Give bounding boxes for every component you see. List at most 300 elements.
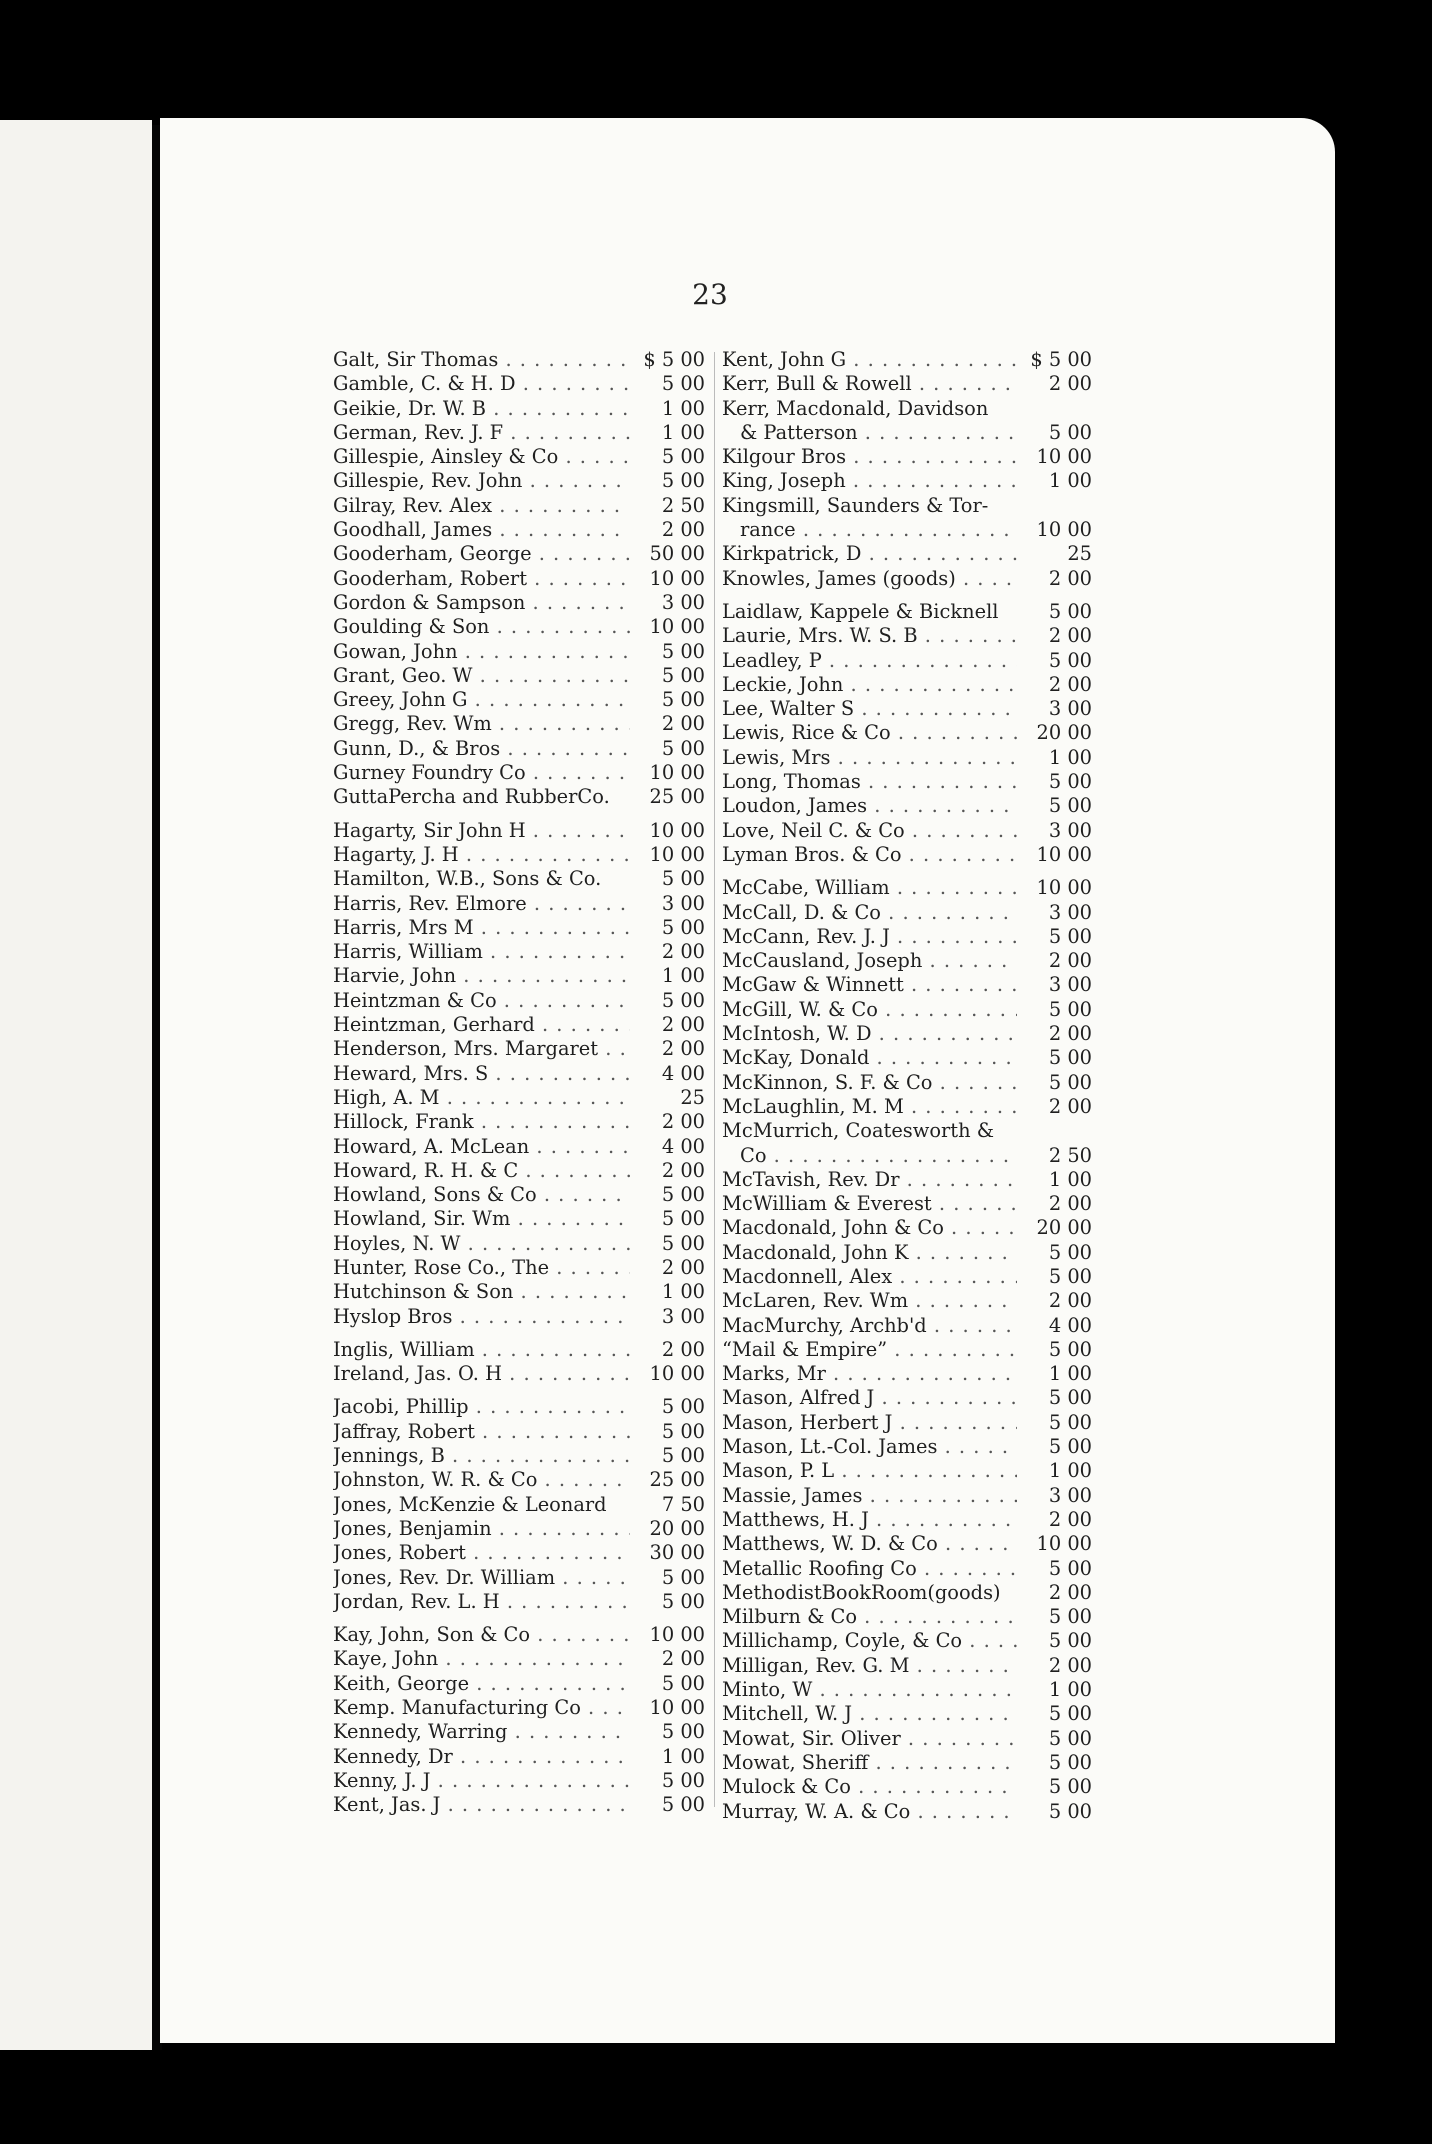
subscriber-entry (722, 372, 1092, 396)
subscription-amount: 1 00 (633, 397, 705, 421)
subscription-amount: 5 00 (633, 372, 705, 396)
subscriber-entry (722, 1459, 1092, 1483)
subscription-amount: 1 00 (1020, 469, 1092, 493)
subscriber-name: “Mail & Empire” . . . (722, 1338, 1017, 1362)
subscription-amount: 5 00 (1020, 1241, 1092, 1265)
subscription-amount: 5 00 (633, 737, 705, 761)
subscriber-entry (722, 697, 1092, 721)
subscription-amount: 5 00 (633, 664, 705, 688)
subscriber-entry (722, 1532, 1092, 1556)
subscriber-name: McLaren, Rev. Wm . . . (722, 1289, 1017, 1313)
subscription-amount: 4 00 (633, 1135, 705, 1159)
subscription-amount: 2 00 (633, 518, 705, 542)
subscriber-name: Galt, Sir Thomas . . . (333, 348, 630, 372)
subscriber-name: Harris, Mrs M . . . (333, 916, 630, 940)
subscription-amount: 1 00 (1020, 1362, 1092, 1386)
subscription-amount: 2 00 (633, 1013, 705, 1037)
subscription-amount: 5 00 (633, 1395, 705, 1419)
subscription-amount: 10 00 (633, 1696, 705, 1720)
subscription-amount: 7 50 (633, 1493, 705, 1517)
subscriber-entry (722, 494, 1092, 518)
subscriber-name: Jacobi, Phillip . . . (333, 1395, 630, 1419)
subscriber-name: Minto, W . . . (722, 1678, 1017, 1702)
subscriber-entry (333, 843, 705, 867)
subscriber-name: Lewis, Rice & Co . . . (722, 721, 1017, 745)
subscriber-name: Harris, William . . . (333, 940, 630, 964)
subscriber-name: Murray, W. A. & Co . . . (722, 1800, 1017, 1824)
subscriber-entry (333, 348, 705, 372)
subscriber-name: Kennedy, Dr . . . (333, 1745, 630, 1769)
subscription-amount: 2 00 (1020, 1289, 1092, 1313)
subscription-amount: 50 00 (633, 542, 705, 566)
subscriber-entry (333, 372, 705, 396)
subscription-amount: 5 00 (633, 916, 705, 940)
subscriber-entry (333, 1541, 705, 1565)
subscriber-name: Hyslop Bros . . . (333, 1305, 630, 1329)
subscriber-entry (722, 397, 1092, 421)
subscription-amount: 5 00 (1020, 1435, 1092, 1459)
subscriber-name: Gooderham, George . . . (333, 542, 630, 566)
subscription-amount: 5 00 (1020, 1411, 1092, 1435)
subscription-amount: 3 00 (633, 591, 705, 615)
subscription-amount: 5 00 (1020, 1605, 1092, 1629)
subscriber-entry (722, 567, 1092, 591)
subscriber-name: Gregg, Rev. Wm . . . (333, 712, 630, 736)
subscriber-name: Mason, Alfred J . . . (722, 1386, 1017, 1410)
subscription-amount: 2 00 (633, 940, 705, 964)
subscription-amount: 1 00 (1020, 1168, 1092, 1192)
subscriber-entry (722, 1289, 1092, 1313)
subscriber-name: Leckie, John . . . (722, 673, 1017, 697)
subscriber-name: Co . . . (722, 1144, 1017, 1168)
subscriber-name: Macdonald, John & Co . . . (722, 1216, 1017, 1240)
subscription-amount: 2 00 (633, 1338, 705, 1362)
subscriber-name: rance . . . (722, 518, 1017, 542)
subscriber-entry (333, 867, 705, 891)
subscriber-name: Ireland, Jas. O. H . . . (333, 1362, 630, 1386)
subscriber-entry (333, 1207, 705, 1231)
subscription-amount: 5 00 (633, 1769, 705, 1793)
subscriber-name: Harris, Rev. Elmore . . . (333, 892, 630, 916)
subscription-amount: 2 00 (1020, 1581, 1092, 1605)
subscriber-name: Matthews, W. D. & Co . . . (722, 1532, 1017, 1556)
subscriber-name: McCabe, William . . . (722, 876, 1017, 900)
subscriber-entry (333, 1037, 705, 1061)
subscriber-name: Jones, Benjamin . . . (333, 1517, 630, 1541)
subscriber-entry (333, 737, 705, 761)
subscriber-entry (333, 1623, 705, 1647)
subscriber-entry (722, 1144, 1092, 1168)
subscription-amount: 2 00 (633, 1037, 705, 1061)
subscription-amount: 10 00 (1020, 518, 1092, 542)
subscription-amount: 5 00 (1020, 770, 1092, 794)
subscriber-name: GuttaPercha and RubberCo. (333, 785, 610, 809)
subscriber-entry (722, 1775, 1092, 1799)
subscriber-entry (722, 1751, 1092, 1775)
subscriber-name: Matthews, H. J . . . (722, 1508, 1017, 1532)
subscriber-name: Kenny, J. J . . . (333, 1769, 630, 1793)
subscriber-entry (333, 1696, 705, 1720)
subscriber-entry (722, 421, 1092, 445)
subscription-amount: 2 00 (1020, 949, 1092, 973)
subscription-amount: 2 00 (1020, 1654, 1092, 1678)
subscriber-entry (722, 1702, 1092, 1726)
subscriber-entry (333, 1493, 705, 1517)
subscription-amount: 10 00 (633, 761, 705, 785)
subscriber-name: Kennedy, Warring . . . (333, 1720, 630, 1744)
subscriber-entry (333, 892, 705, 916)
subscriber-entry (333, 469, 705, 493)
subscriber-name: Gilray, Rev. Alex . . . (333, 494, 630, 518)
subscription-amount: 3 00 (633, 1305, 705, 1329)
subscriber-entry (722, 518, 1092, 542)
subscriber-name: McKinnon, S. F. & Co . . . (722, 1071, 1017, 1095)
subscriber-entry (333, 1420, 705, 1444)
column-divider (714, 352, 715, 1807)
subscriber-entry (722, 1581, 1092, 1605)
subscriber-entry (722, 1508, 1092, 1532)
subscriber-entry (333, 445, 705, 469)
subscriber-entry (722, 1095, 1092, 1119)
subscription-amount: 5 00 (1020, 1386, 1092, 1410)
subscriber-entry (722, 721, 1092, 745)
subscriber-name: Lee, Walter S . . . (722, 697, 1017, 721)
subscriber-entry (722, 1338, 1092, 1362)
subscriber-name: Howard, A. McLean . . . (333, 1135, 630, 1159)
subscriber-name: Kilgour Bros . . . (722, 445, 1017, 469)
subscriber-name: Greey, John G . . . (333, 688, 630, 712)
subscriber-entry (722, 1386, 1092, 1410)
subscriber-entry (722, 445, 1092, 469)
subscription-amount: 1 00 (1020, 1678, 1092, 1702)
subscriber-entry (333, 1720, 705, 1744)
subscriber-name: Macdonald, John K . . . (722, 1241, 1017, 1265)
subscription-amount: 5 00 (1020, 421, 1092, 445)
subscription-amount: 2 50 (1020, 1144, 1092, 1168)
subscription-amount: 5 00 (1020, 925, 1092, 949)
right-subscriber-column (722, 348, 1092, 1824)
subscriber-name: & Patterson . . . (722, 421, 1017, 445)
subscriber-name: Kent, Jas. J . . . (333, 1793, 630, 1817)
subscriber-entry (722, 998, 1092, 1022)
subscriber-name: Massie, James . . . (722, 1484, 1017, 1508)
subscriber-entry (722, 1216, 1092, 1240)
subscriber-entry (333, 1305, 705, 1329)
subscription-amount: $ 5 00 (633, 348, 705, 372)
subscriber-name: Hagarty, J. H . . . (333, 843, 630, 867)
subscriber-name: Hutchinson & Son . . . (333, 1280, 630, 1304)
subscriber-name: Keith, George . . . (333, 1672, 630, 1696)
subscriber-entry (722, 1192, 1092, 1216)
subscriber-name: Jordan, Rev. L. H . . . (333, 1590, 630, 1614)
subscriber-name: Love, Neil C. & Co . . . (722, 819, 1017, 843)
subscriber-entry (333, 664, 705, 688)
subscription-amount: 3 00 (1020, 1484, 1092, 1508)
subscription-amount: 5 00 (633, 640, 705, 664)
subscriber-entry (722, 1605, 1092, 1629)
subscriber-entry (333, 819, 705, 843)
subscriber-entry (333, 964, 705, 988)
subscription-amount: 3 00 (1020, 901, 1092, 925)
subscriber-entry (333, 1793, 705, 1817)
subscriber-name: McWilliam & Everest . . . (722, 1192, 1017, 1216)
subscription-amount: 5 00 (1020, 649, 1092, 673)
subscriber-name: Heintzman & Co . . . (333, 989, 630, 1013)
subscriber-entry (333, 397, 705, 421)
subscriber-entry (333, 1232, 705, 1256)
subscription-amount: 5 00 (633, 1420, 705, 1444)
subscription-amount: 10 00 (1020, 843, 1092, 867)
subscription-amount: 1 00 (633, 421, 705, 445)
subscriber-name: King, Joseph . . . (722, 469, 1017, 493)
subscription-amount: 1 00 (633, 1280, 705, 1304)
subscriber-name: Grant, Geo. W . . . (333, 664, 630, 688)
subscriber-entry (722, 949, 1092, 973)
subscription-amount: 3 00 (1020, 973, 1092, 997)
subscriber-name: Mason, P. L . . . (722, 1459, 1017, 1483)
subscriber-name: McTavish, Rev. Dr . . . (722, 1168, 1017, 1192)
subscriber-name: McGill, W. & Co . . . (722, 998, 1017, 1022)
subscriber-entry (333, 989, 705, 1013)
subscription-amount: 20 00 (633, 1517, 705, 1541)
subscription-amount: 5 00 (1020, 1727, 1092, 1751)
subscription-amount: 5 00 (633, 1793, 705, 1817)
subscription-amount: 2 00 (633, 712, 705, 736)
subscriber-name: Knowles, James (goods) . . . (722, 567, 1017, 591)
subscription-amount: 2 50 (633, 494, 705, 518)
subscriber-entry (333, 1362, 705, 1386)
subscriber-name: Milburn & Co . . . (722, 1605, 1017, 1629)
subscriber-entry (333, 1590, 705, 1614)
subscription-amount: 5 00 (633, 1207, 705, 1231)
subscriber-name: Laurie, Mrs. W. S. B . . . (722, 624, 1017, 648)
subscriber-entry (722, 1168, 1092, 1192)
subscriber-entry (722, 1435, 1092, 1459)
subscriber-name: Hunter, Rose Co., The . . . (333, 1256, 630, 1280)
subscriber-entry (722, 469, 1092, 493)
subscriber-name: MacMurchy, Archb'd . . . (722, 1314, 1017, 1338)
subscriber-entry (722, 1314, 1092, 1338)
subscription-amount: 25 (1020, 542, 1092, 566)
subscriber-entry (722, 1484, 1092, 1508)
subscriber-name: McCann, Rev. J. J . . . (722, 925, 1017, 949)
subscription-amount: 5 00 (1020, 1775, 1092, 1799)
left-page-edge (0, 120, 152, 2050)
subscriber-entry (333, 1183, 705, 1207)
subscription-amount: 5 00 (1020, 1338, 1092, 1362)
subscriber-name: Long, Thomas . . . (722, 770, 1017, 794)
subscription-amount: 10 00 (633, 1623, 705, 1647)
subscription-amount: 20 00 (1020, 1216, 1092, 1240)
subscriber-name: Henderson, Mrs. Margaret . . . (333, 1037, 630, 1061)
subscriber-name: Howland, Sons & Co . . . (333, 1183, 630, 1207)
subscriber-name: Jones, Rev. Dr. William . . . (333, 1566, 630, 1590)
subscription-amount: 4 00 (1020, 1314, 1092, 1338)
subscriber-name: MethodistBookRoom(goods) (722, 1580, 1001, 1604)
subscriber-entry (722, 624, 1092, 648)
subscriber-name: Macdonnell, Alex . . . (722, 1265, 1017, 1289)
subscriber-entry (722, 1557, 1092, 1581)
subscriber-entry (722, 770, 1092, 794)
subscriber-entry (333, 1013, 705, 1037)
subscription-amount: 5 00 (633, 1672, 705, 1696)
subscriber-entry (333, 1769, 705, 1793)
subscription-amount: 3 00 (633, 892, 705, 916)
subscriber-entry (333, 1159, 705, 1183)
subscription-amount: 5 00 (1020, 1702, 1092, 1726)
subscription-amount: 5 00 (1020, 600, 1092, 624)
subscriber-name: Gurney Foundry Co . . . (333, 761, 630, 785)
subscription-amount: 5 00 (1020, 1046, 1092, 1070)
subscriber-entry (722, 1241, 1092, 1265)
subscription-amount: 25 (633, 1086, 705, 1110)
subscription-amount: 3 00 (1020, 819, 1092, 843)
subscription-amount: 2 00 (633, 1647, 705, 1671)
subscriber-entry (333, 1256, 705, 1280)
subscription-amount: 3 00 (1020, 697, 1092, 721)
subscriber-entry (333, 1566, 705, 1590)
subscription-amount: 5 00 (1020, 794, 1092, 818)
subscriber-entry (722, 649, 1092, 673)
subscriber-entry (722, 973, 1092, 997)
subscriber-entry (333, 1517, 705, 1541)
subscriber-entry (722, 542, 1092, 566)
subscriber-name: Hillock, Frank . . . (333, 1110, 630, 1134)
subscriber-name: McKay, Donald . . . (722, 1046, 1017, 1070)
subscription-amount: 5 00 (633, 1232, 705, 1256)
subscriber-name: McCausland, Joseph . . . (722, 949, 1017, 973)
subscriber-entry (722, 925, 1092, 949)
subscriber-entry (333, 1280, 705, 1304)
subscriber-name: German, Rev. J. F . . . (333, 421, 630, 445)
subscriber-name: Lewis, Mrs . . . (722, 746, 1017, 770)
subscriber-entry (722, 1629, 1092, 1653)
subscription-amount: 5 00 (1020, 1557, 1092, 1581)
subscriber-entry (722, 1046, 1092, 1070)
subscription-amount: 5 00 (633, 688, 705, 712)
subscriber-name: Hamilton, W.B., Sons & Co. (333, 867, 602, 891)
subscriber-entry (333, 542, 705, 566)
subscription-amount: 5 00 (1020, 998, 1092, 1022)
subscriber-entry (333, 1135, 705, 1159)
subscriber-entry (722, 1678, 1092, 1702)
subscription-amount: 1 00 (633, 1745, 705, 1769)
subscriber-entry (722, 1362, 1092, 1386)
subscriber-name: Howland, Sir. Wm . . . (333, 1207, 630, 1231)
subscription-amount: 2 00 (633, 1159, 705, 1183)
subscriber-name: McCall, D. & Co . . . (722, 901, 1017, 925)
subscriber-name: Hoyles, N. W . . . (333, 1232, 630, 1256)
subscriber-entry (333, 785, 705, 809)
subscriber-name: Millichamp, Coyle, & Co . . . (722, 1629, 1017, 1653)
subscriber-entry (333, 916, 705, 940)
subscriber-entry (333, 712, 705, 736)
subscriber-name: Jones, McKenzie & Leonard (333, 1492, 607, 1516)
subscriber-name: McMurrich, Coatesworth & (722, 1119, 995, 1143)
subscriber-entry (722, 348, 1092, 372)
subscriber-entry (333, 761, 705, 785)
subscriber-name: Johnston, W. R. & Co . . . (333, 1468, 630, 1492)
subscriber-name: Gunn, D., & Bros . . . (333, 737, 630, 761)
subscriber-entry (722, 843, 1092, 867)
subscription-amount: 5 00 (633, 469, 705, 493)
subscription-amount: 10 00 (633, 615, 705, 639)
subscriber-entry (722, 1022, 1092, 1046)
subscriber-name: Jaffray, Robert . . . (333, 1420, 630, 1444)
subscriber-name: Jones, Robert . . . (333, 1541, 630, 1565)
subscriber-name: Mowat, Sheriff . . . (722, 1751, 1017, 1775)
subscriber-name: Jennings, B . . . (333, 1444, 630, 1468)
subscriber-name: Goulding & Son . . . (333, 615, 630, 639)
subscriber-name: Leadley, P . . . (722, 649, 1017, 673)
subscriber-name: Gamble, C. & H. D . . . (333, 372, 630, 396)
subscription-amount: 25 00 (633, 1468, 705, 1492)
subscriber-name: McIntosh, W. D . . . (722, 1022, 1017, 1046)
subscription-amount: 2 00 (1020, 1192, 1092, 1216)
subscriber-name: Kay, John, Son & Co . . . (333, 1623, 630, 1647)
subscription-amount: 5 00 (633, 1720, 705, 1744)
subscription-amount: 2 00 (1020, 624, 1092, 648)
subscription-amount: 10 00 (1020, 445, 1092, 469)
subscriber-name: Gordon & Sampson . . . (333, 591, 630, 615)
subscriber-name: Kaye, John . . . (333, 1647, 630, 1671)
subscriber-entry (722, 1411, 1092, 1435)
subscription-amount: 2 00 (633, 1110, 705, 1134)
subscription-amount: 2 00 (633, 1256, 705, 1280)
subscriber-name: Mulock & Co . . . (722, 1775, 1017, 1799)
subscriber-entry (722, 746, 1092, 770)
subscriber-entry (333, 567, 705, 591)
subscriber-name: Gowan, John . . . (333, 640, 630, 664)
subscription-amount: 1 00 (633, 964, 705, 988)
subscriber-name: McGaw & Winnett . . . (722, 973, 1017, 997)
subscriber-entry (333, 591, 705, 615)
subscriber-name: Hagarty, Sir John H . . . (333, 819, 630, 843)
subscriber-name: Mowat, Sir. Oliver . . . (722, 1727, 1017, 1751)
subscriber-name: Kerr, Macdonald, Davidson (722, 396, 989, 420)
subscriber-name: Geikie, Dr. W. B . . . (333, 397, 630, 421)
subscription-amount: 10 00 (633, 819, 705, 843)
subscriber-entry (333, 1086, 705, 1110)
subscription-amount: 5 00 (1020, 1629, 1092, 1653)
subscription-amount: 5 00 (633, 1183, 705, 1207)
subscription-amount: 10 00 (1020, 1532, 1092, 1556)
subscription-amount: 2 00 (1020, 673, 1092, 697)
subscription-amount: $ 5 00 (1020, 348, 1092, 372)
left-subscriber-column (333, 348, 705, 1818)
subscriber-name: Kent, John G . . . (722, 348, 1017, 372)
page-number: 23 (692, 278, 728, 311)
subscription-amount: 2 00 (1020, 1095, 1092, 1119)
subscriber-entry (333, 1745, 705, 1769)
subscription-amount: 25 00 (633, 785, 705, 809)
subscription-amount: 10 00 (633, 1362, 705, 1386)
subscriber-entry (722, 1071, 1092, 1095)
subscriber-name: Goodhall, James . . . (333, 518, 630, 542)
subscription-amount: 30 00 (633, 1541, 705, 1565)
subscriber-name: Gooderham, Robert . . . (333, 567, 630, 591)
subscriber-name: Howard, R. H. & C . . . (333, 1159, 630, 1183)
subscription-amount: 1 00 (1020, 746, 1092, 770)
subscriber-entry (722, 1265, 1092, 1289)
subscriber-entry (333, 688, 705, 712)
subscriber-name: Kingsmill, Saunders & Tor- (722, 493, 989, 517)
subscription-amount: 5 00 (633, 1444, 705, 1468)
subscriber-entry (722, 901, 1092, 925)
subscriber-name: Heintzman, Gerhard . . . (333, 1013, 630, 1037)
subscriber-name: Kerr, Bull & Rowell . . . (722, 372, 1017, 396)
subscriber-entry (333, 1395, 705, 1419)
